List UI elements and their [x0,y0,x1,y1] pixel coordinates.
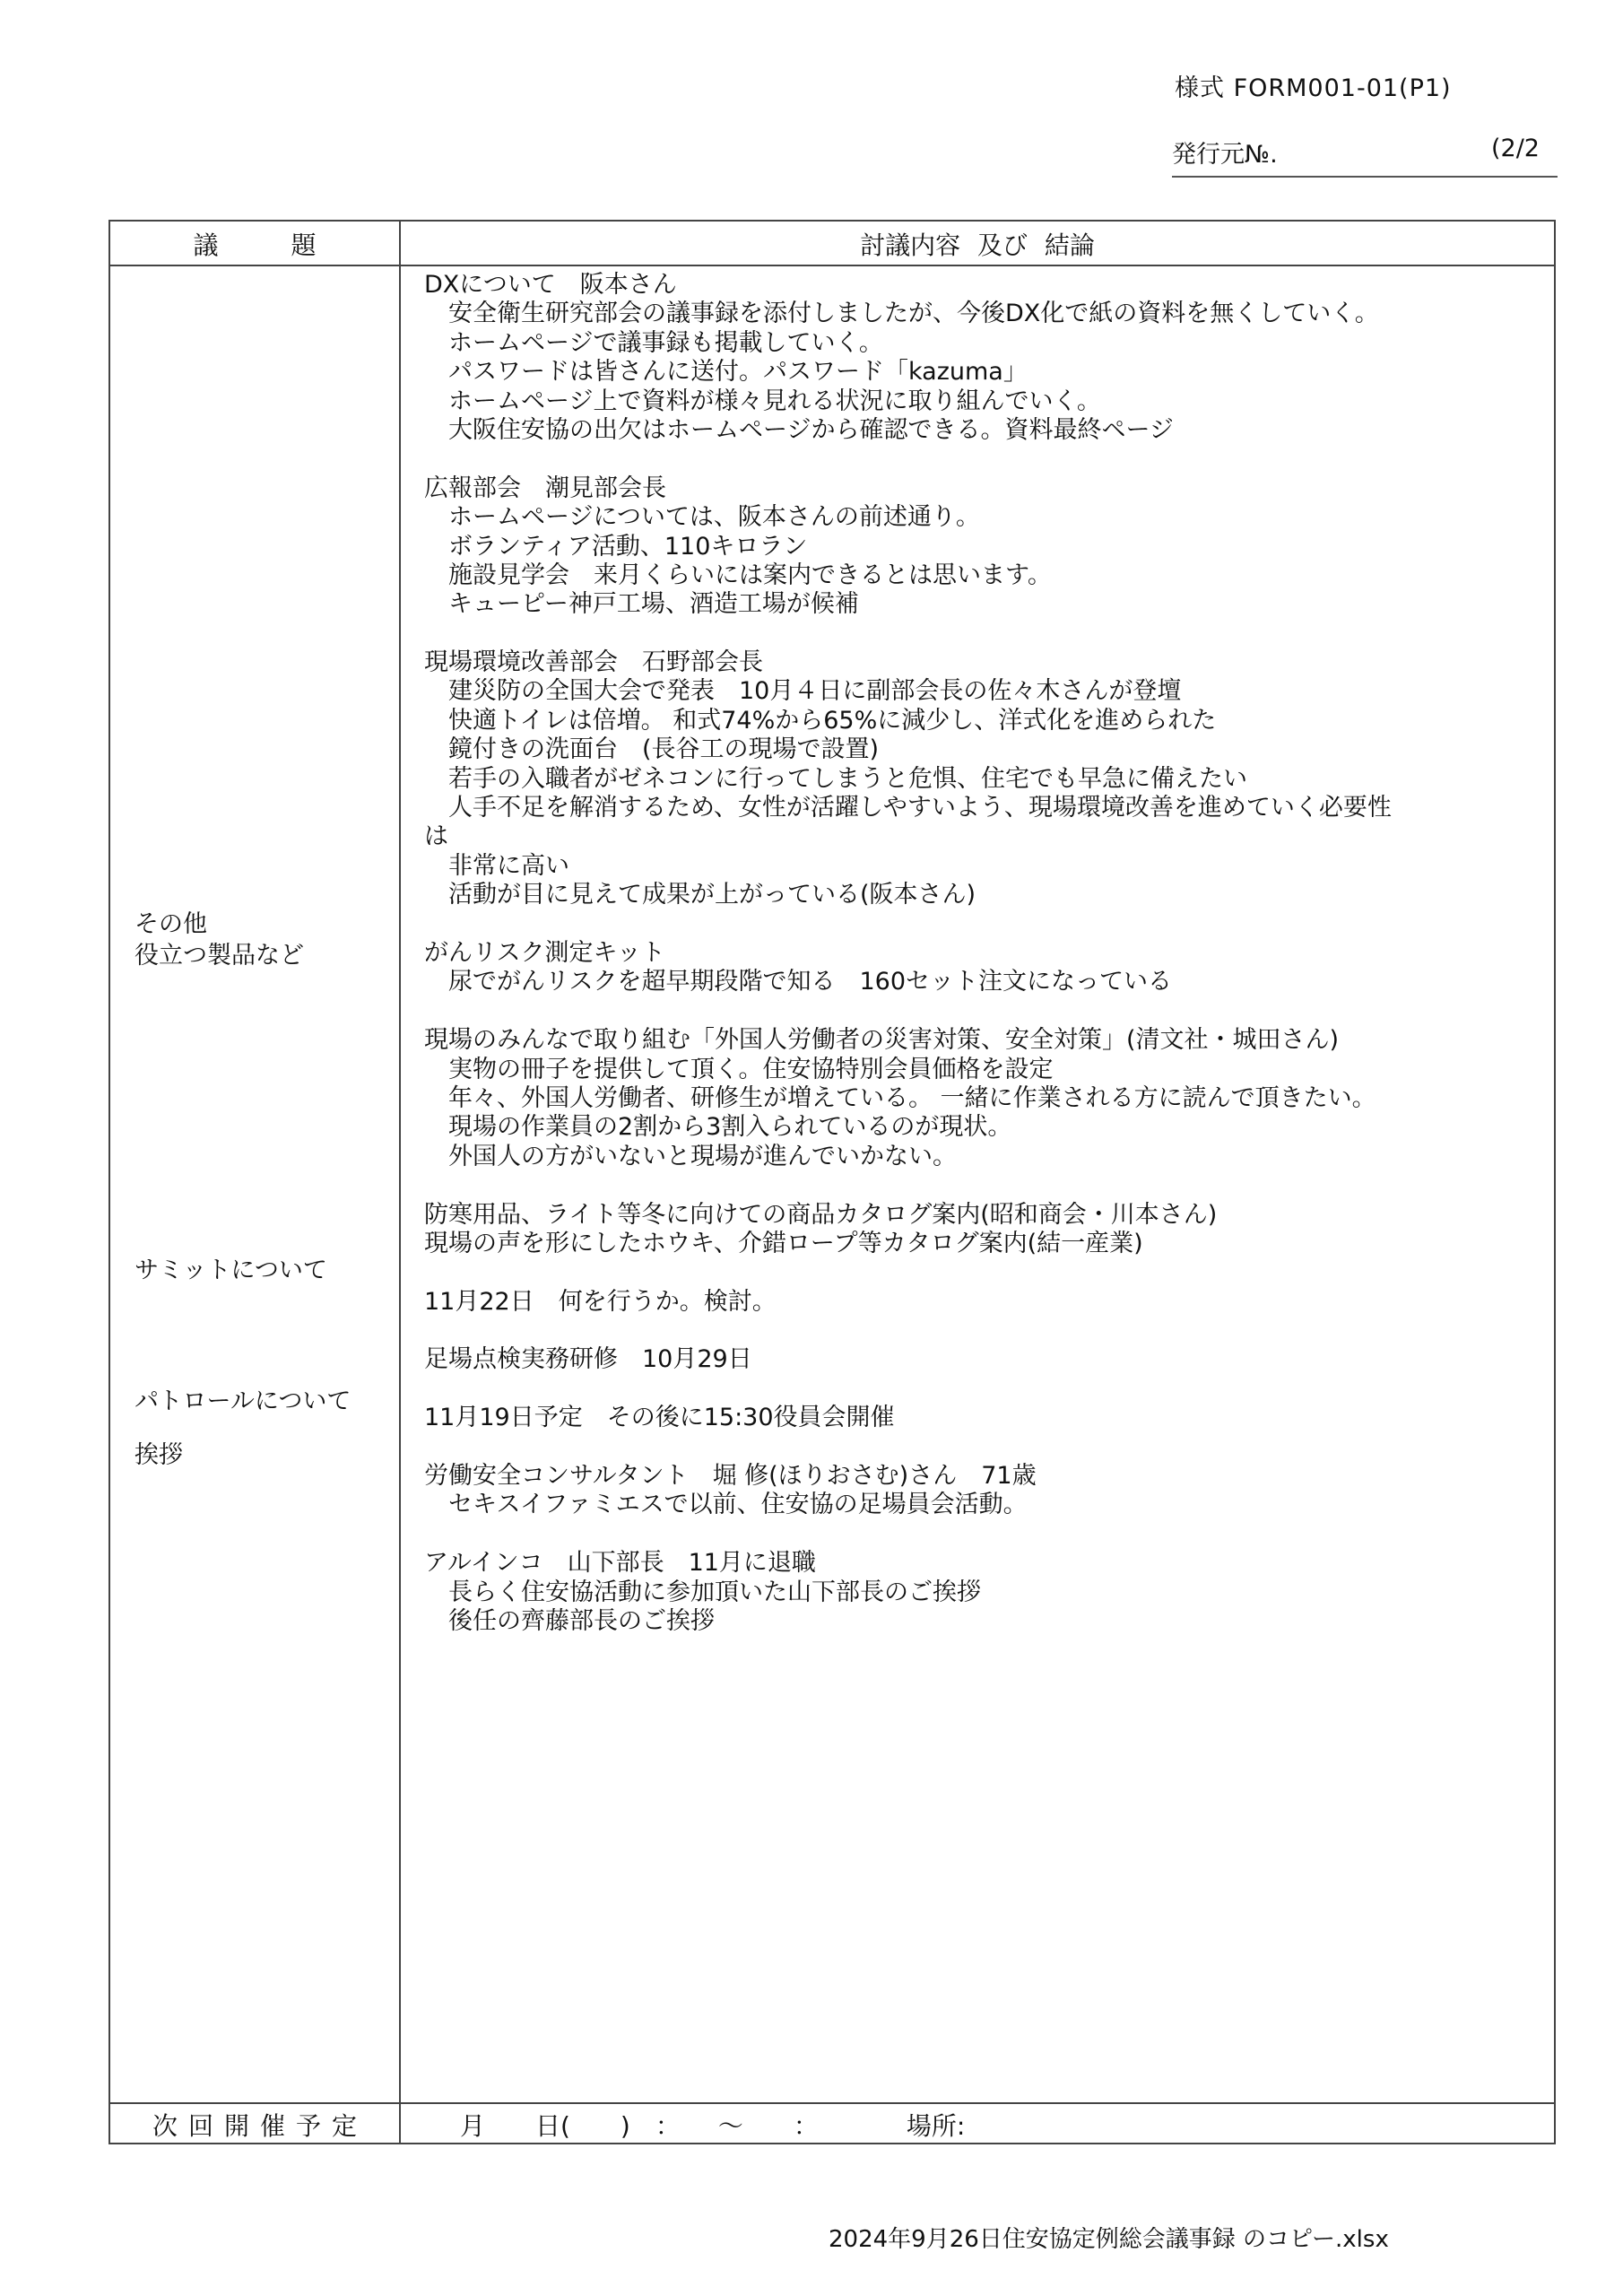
content-line: DXについて 阪本さん [424,271,677,299]
minutes-table [108,220,1556,2144]
content-line: 人手不足を解消するため、女性が活躍しやすいよう、現場環境改善を進めていく必要性 [424,794,1392,822]
content-line: 外国人の方がいないと現場が進んでいかない。 [424,1142,957,1170]
page-indicator: (2/2 [1491,135,1540,162]
content-blank-line [424,1375,1623,1404]
content-line: 活動が目に見えて成果が上がっている(阪本さん) [424,881,976,909]
content-line: 現場のみんなで取り組む「外国人労働者の災害対策、安全対策」(清文社・城田さん) [424,1026,1340,1055]
content-line: 実物の冊子を提供して頂く。住安協特別会員価格を設定 [424,1055,1054,1083]
content-line: 防寒用品、ライト等冬に向けての商品カタログ案内(昭和商会・川本さん) [424,1200,1218,1229]
column-divider [399,222,401,2143]
issuer-label: 発行元№. [1172,141,1278,169]
content-line: 施設見学会 来月くらいには案内できるとは思います。 [424,561,1052,589]
content-line: ボランティア活動、110キロラン [424,532,808,561]
content-line: は [424,822,448,851]
content-line: 大阪住安協の出欠はホームページから確認できる。資料最終ページ [424,415,1174,444]
header-divider [110,265,1554,266]
content-line: 尿でがんリスクを超早期段階で知る 160セット注文になっている [424,968,1172,996]
content-blank-line [424,1258,1623,1287]
content-blank-line [424,1520,1623,1549]
content-blank-line [424,445,1623,474]
content-line: 現場の作業員の2割から3割入られているのが現状。 [424,1113,1012,1142]
content-line: 長らく住安協活動に参加頂いた山下部長のご挨拶 [424,1578,981,1606]
content-line: 年々、外国人労働者、研修生が増えている。 一緒に作業される方に読んで頂きたい。 [424,1083,1376,1112]
next-meeting-label: 次回開催予定 [152,2110,368,2141]
content-blank-line [424,997,1623,1026]
issuer-field [1172,135,1558,178]
form-number: 様式 FORM001-01(P1) [1175,74,1452,102]
content-line: がんリスク測定キット [424,938,665,967]
discussion-content [424,271,1623,1636]
content-column-header: 討議内容 及び 結論 [860,230,1095,260]
content-line: 鏡付きの洗面台 (長谷工の現場で設置) [424,735,880,764]
topic-greeting: 挨拶 [135,1441,183,1469]
content-line: ホームページ上で資料が様々見れる状況に取り組んでいく。 [424,387,1101,415]
content-line: 11月19日予定 その後に15:30役員会開催 [424,1404,895,1432]
content-blank-line [424,1171,1623,1200]
content-blank-line [424,910,1623,939]
topic-other: その他 [135,910,207,938]
topic-summit: サミットについて [135,1257,327,1284]
file-name: 2024年9月26日住安協定例総会議事録 のコピー.xlsx [829,2226,1389,2253]
content-line: ホームページについては、阪本さんの前述通り。 [424,503,980,532]
topic-useful-products: 役立つ製品など [135,942,304,970]
content-line: 広報部会 潮見部会長 [424,474,666,502]
content-blank-line [424,620,1623,648]
content-line: 非常に高い [424,851,569,880]
content-line: 現場の声を形にしたホウキ、介錯ロープ等カタログ案内(結一産業) [424,1229,1143,1257]
content-blank-line [424,1433,1623,1462]
content-blank-line [424,1317,1623,1345]
content-line: 11月22日 何を行うか。検討。 [424,1287,777,1316]
content-line: 若手の入職者がゼネコンに行ってしまうと危惧、住宅でも早急に備えたい [424,764,1247,793]
content-line: 現場環境改善部会 石野部会長 [424,648,763,677]
content-line: キューピー神戸工場、酒造工場が候補 [424,590,859,619]
content-line: アルインコ 山下部長 11月に退職 [424,1549,816,1578]
content-line: パスワードは皆さんに送付。パスワード「kazuma」 [424,358,1028,387]
content-line: 後任の齊藤部長のご挨拶 [424,1606,715,1635]
content-line: 快適トイレは倍増。 和式74%から65%に減少し、洋式化を進められた [424,706,1217,735]
content-line: 足場点検実務研修 10月29日 [424,1345,752,1374]
topic-patrol: パトロールについて [135,1387,352,1415]
topic-column-header: 議 題 [193,230,349,260]
content-line: 労働安全コンサルタント 堀 修(ほりおさむ)さん 71歳 [424,1462,1037,1491]
content-line: 建災防の全国大会で発表 10月４日に副部会長の佐々木さんが登壇 [424,677,1182,706]
content-line: セキスイファミエスで以前、住安協の足場員会活動。 [424,1491,1028,1519]
content-line: 安全衛生研究部会の議事録を添付しましたが、今後DX化で紙の資料を無くしていく。 [424,300,1379,328]
next-meeting-value: 月 日( ) ： ～ ： 場所: [460,2110,966,2141]
content-line: ホームページで議事録も掲載していく。 [424,328,883,357]
